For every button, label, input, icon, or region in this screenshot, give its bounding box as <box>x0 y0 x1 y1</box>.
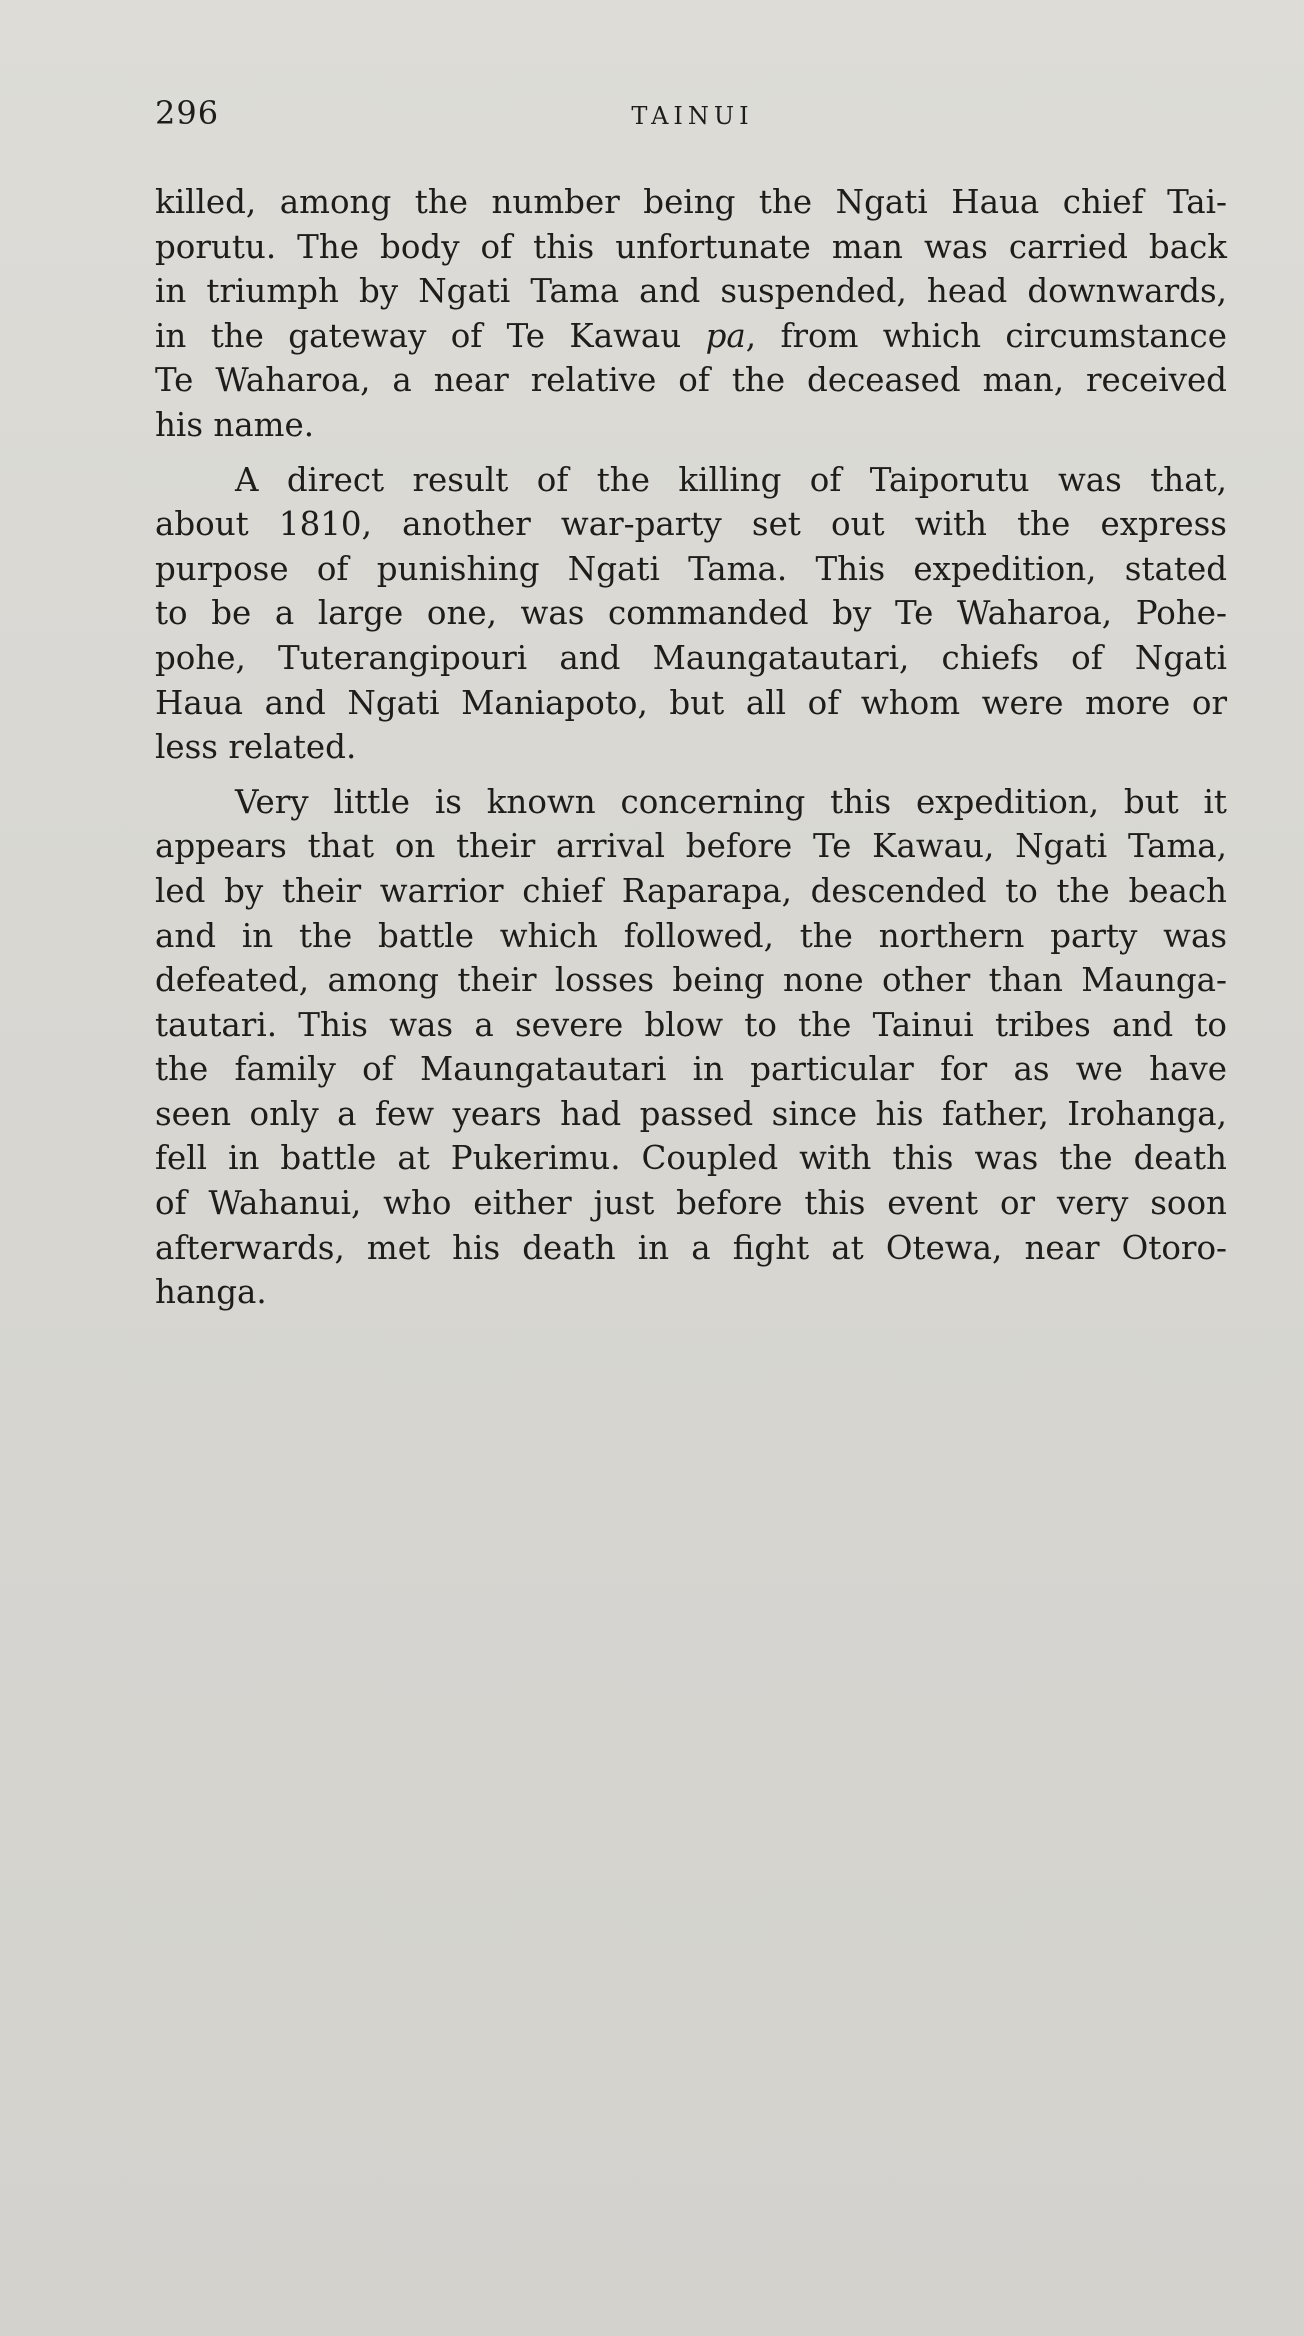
text-line: Te Waharoa, a near relative of the deceased man, received <box>155 361 1227 400</box>
body-text <box>155 180 1227 1325</box>
text-line: the family of Maungatautari in particular for as we have <box>155 1050 1227 1089</box>
running-head: TAINUI <box>631 102 754 130</box>
text-line: purpose of punishing Ngati Tama. This expedition, stated <box>155 549 1227 588</box>
paragraph-2 <box>155 458 1227 770</box>
text-line: pohe, Tuterangipouri and Maungatautari, chiefs of Ngati <box>155 638 1227 677</box>
page-number: 296 <box>155 94 220 132</box>
text-line: porutu. The body of this unfortunate man was carried back <box>155 227 1227 266</box>
text-line: tautari. This was a severe blow to the Tainui tribes and to <box>155 1005 1227 1044</box>
text-line: Haua and Ngati Maniapoto, but all of whom were more or <box>155 683 1227 722</box>
text-line: seen only a few years had passed since his father, Irohanga, <box>155 1094 1227 1133</box>
paragraph-1 <box>155 180 1227 448</box>
text-line: about 1810, another war-party set out with the express <box>155 505 1227 544</box>
paragraph-3 <box>155 780 1227 1315</box>
italic-term: pa <box>705 316 746 355</box>
text-line: hanga. <box>155 1273 267 1312</box>
text-line: his name. <box>155 405 315 444</box>
text-line: appears that on their arrival before Te Kawau, Ngati Tama, <box>155 827 1227 866</box>
text-line: and in the battle which followed, the northern party was <box>155 916 1227 955</box>
text-line: of Wahanui, who either just before this event or very soon <box>155 1184 1227 1223</box>
text-line: afterwards, met his death in a fight at Otewa, near Otoro- <box>155 1228 1227 1267</box>
text-line: less related. <box>155 728 357 767</box>
text-line: defeated, among their losses being none other than Maunga- <box>155 961 1227 1000</box>
text-line: Very little is known concerning this expedition, but it <box>235 782 1227 821</box>
text-line: fell in battle at Pukerimu. Coupled with this was the death <box>155 1139 1227 1178</box>
text-line: to be a large one, was commanded by Te Waharoa, Pohe- <box>155 594 1227 633</box>
text-line: A direct result of the killing of Taiporutu was that, <box>235 460 1227 499</box>
text-line: in triumph by Ngati Tama and suspended, head downwards, <box>155 272 1227 311</box>
page-header <box>155 94 1230 144</box>
text-line: led by their warrior chief Raparapa, descended to the beach <box>155 871 1227 910</box>
text-line: in the gateway of Te Kawau pa, from which circumstance <box>155 316 1227 355</box>
text-line: killed, among the number being the Ngati Haua chief Tai- <box>155 183 1227 221</box>
